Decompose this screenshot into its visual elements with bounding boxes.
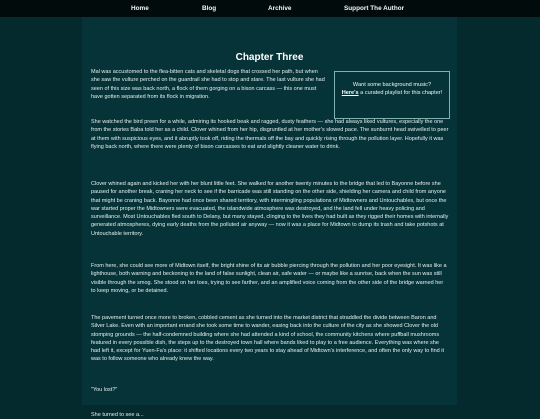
nav-home-link[interactable]: Home <box>131 5 149 12</box>
nav-blog-link[interactable]: Blog <box>202 5 217 12</box>
story-paragraph: "You lost?" <box>91 387 118 393</box>
story-paragraph: From here, she could see more of Midtown itself, the bright shine of its air bubble piercing through the pollution and her poor eyesight. It was like a lighthouse, both warning and beckoning to the land of false sunlight, clean air, safe water — or maybe like a sunrise, back when the sun was still visible through the smog. She stood on her toes, trying to see farther, and an amplified voice coming from the other side of the bridge warned her to keep moving, or be detained. <box>91 263 447 294</box>
chapter-title: Chapter Three <box>235 52 304 63</box>
playlist-link[interactable]: Here's <box>341 90 359 96</box>
story-paragraph: The pavement turned once more to broken, cobbled cement as she turned into the market district that straddled the divide between Baron and Silver Lake. Even with an important errand she took some time to wander, easing back into the culture of the city as she showed Clover the old stomping grounds — the half-condemned building where she had attended a kind of school, the community kitchens where puffball mushrooms featured in every possible dish, the steps up to the destroyed town hall where bands liked to play to a free audience. Everything was where she had left it, except for Yuen-Fa's place: it shifted locations every two years to stay ahead of Midtown's interference, and often the only way to find it was to follow someone who already knew the way. <box>91 315 444 363</box>
playlist-callout-prefix: Want some background music? <box>352 82 432 88</box>
playlist-callout-suffix: a curated playlist for this chapter! <box>360 90 443 96</box>
story-paragraph: She watched the bird preen for a while, admiring its hooked beak and ragged, dusty feathers — she had always liked vultures, especially the one from the stories Baba told her as a child. Clover whined from her hip, disgruntled at her mother's slowed pace. The sunburnt head swivelled to peer at them with suspicious eyes, and it abruptly took off, riding the thermals off the bay and quickly rising through the pollution layer. Hopefully it was flying back north, where there were plenty of bison carcasses to eat and slightly cleaner water to drink. <box>91 119 449 150</box>
playlist-callout <box>334 71 450 119</box>
story-paragraph: Mal was accustomed to the flea-bitten cats and skeletal dogs that crossed her path, but when she saw the vulture perched on the guardrail she had to stop and stare. The last vulture she had seen of this size was back north, a flock of them gorging on a bison carcass — this one must have gotten separated from its flock in migration. <box>91 69 325 100</box>
top-navigation <box>0 0 540 17</box>
story-paragraph: She turned to see a... <box>91 412 144 418</box>
chapter-content <box>82 17 457 418</box>
nav-support-author-link[interactable]: Support The Author <box>344 5 405 12</box>
story-paragraph: Clover whined again and kicked her with her blunt little feet. She walked for another twenty minutes to the bridge that led to Bayonne before she paused for another break, craning her neck to see if the barricade was still standing on the other side, shielding her camera and child from anyone that might be craning back. Bayonne had once been shared territory, with intermingling populations of Midtowners and Untouchables, but once the war started proper the Midtowners were evacuated, the islandwide atmosphere was destroyed, and the land fell under heavy policing and surveillance. Most Untouchables fled south to Delany, but many stayed, clinging to the lives they had built as they rigged their homes with internally generated atmospheres, dying early deaths from the polluted air anyway — now it was a place for Midtown to dump its trash and take potshots at Untouchable territory. <box>91 181 449 237</box>
nav-archive-link[interactable]: Archive <box>268 5 292 12</box>
